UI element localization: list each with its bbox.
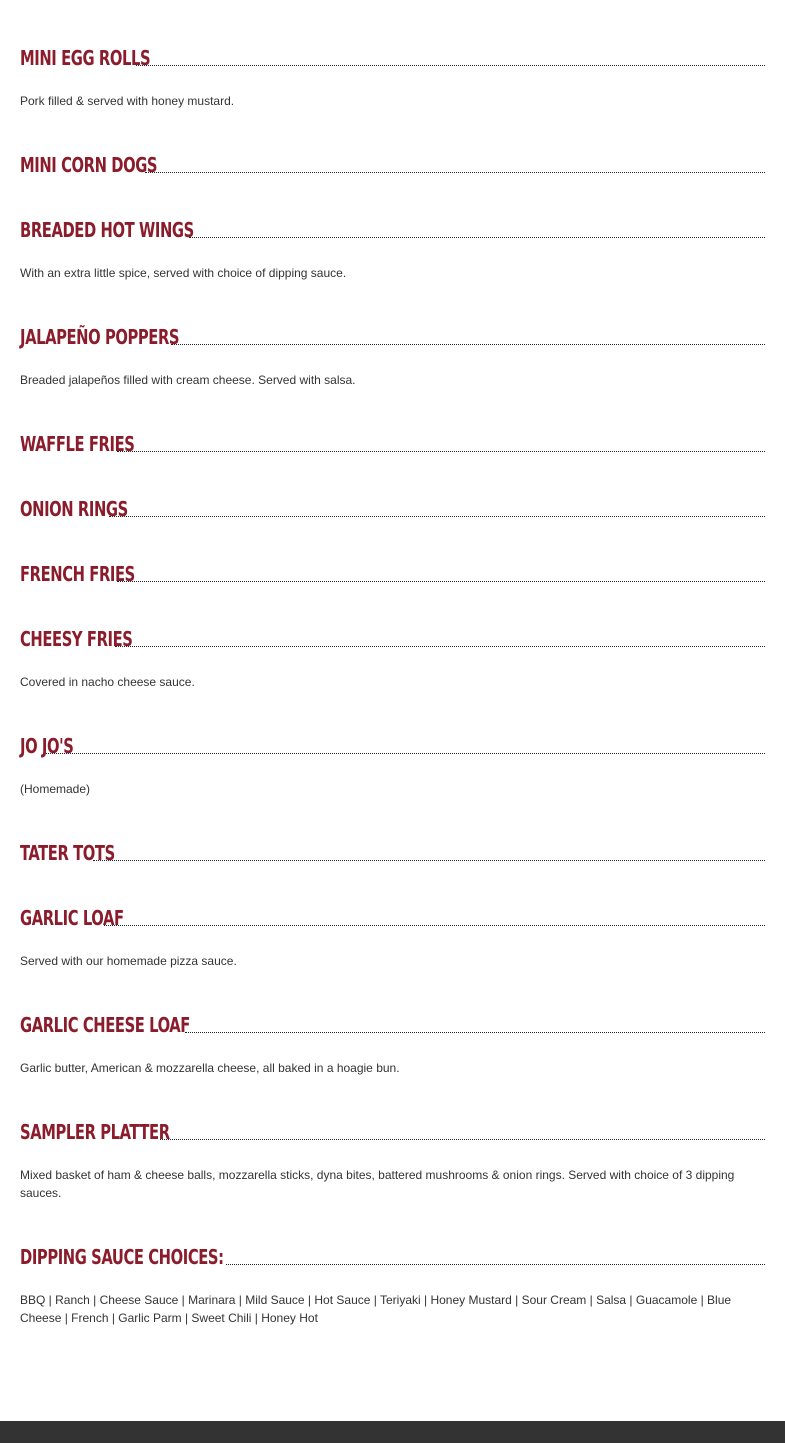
menu-item-description: Covered in nacho cheese sauce. [20,675,195,689]
menu-item-name: TATER TOTS [20,841,115,865]
menu-item-jo-jos [20,732,765,798]
menu-item-dipping-sauce-choices [20,1243,765,1327]
menu-item-header [20,904,765,930]
menu-item-jalapeno-poppers [20,323,765,389]
menu-item-description: Served with our homemade pizza sauce. [20,954,237,968]
menu-item-name: MINI EGG ROLLS [20,46,151,70]
menu-item-header [20,839,765,865]
dotted-leader [160,1139,765,1140]
menu-item-mini-egg-rolls [20,44,765,110]
dotted-leader [145,172,765,173]
menu-item-breaded-hot-wings [20,216,765,282]
menu-item-description: Mixed basket of ham & cheese balls, mozzarella sticks, dyna bites, battered mushrooms & onion rings. Served with choice of 3 dipping sauces. [20,1168,735,1200]
menu-item-header [20,44,765,70]
menu-item-tater-tots [20,839,765,865]
menu-item-description: Breaded jalapeños filled with cream cheese. Served with salsa. [20,373,356,387]
menu-item-name: JO JO'S [20,734,74,758]
menu-item-description: Pork filled & served with honey mustard. [20,94,235,108]
menu-item-header [20,495,765,521]
menu-item-header [20,1118,765,1144]
menu-item-name: CHEESY FRIES [20,627,133,651]
menu-item-name: FRENCH FRIES [20,562,135,586]
menu-item-description: (Homemade) [20,782,91,796]
menu-item-header [20,151,765,177]
menu-item-header [20,1243,765,1269]
menu-item-name: BREADED HOT WINGS [20,218,194,242]
dotted-leader [109,516,765,517]
dotted-leader [43,753,765,754]
dotted-leader [115,646,765,647]
menu-item-header [20,430,765,456]
menu-item-waffle-fries [20,430,765,456]
dotted-leader [226,1264,765,1265]
menu-item-name: WAFFLE FRIES [20,432,135,456]
menu-item-header [20,323,765,349]
menu-item-name: MINI CORN DOGS [20,153,158,177]
menu-item-name: SAMPLER PLATTER [20,1120,170,1144]
menu-item-cheesy-fries [20,625,765,691]
menu-item-header [20,732,765,758]
dotted-leader [185,1032,765,1033]
menu-item-garlic-loaf [20,904,765,970]
menu-item-mini-corn-dogs [20,151,765,177]
dotted-leader [117,581,765,582]
menu-item-garlic-cheese-loaf [20,1011,765,1077]
dotted-leader [93,860,765,861]
menu-item-name: GARLIC LOAF [20,906,124,930]
menu-item-name: GARLIC CHEESE LOAF [20,1013,190,1037]
dotted-leader [117,451,765,452]
menu-item-header [20,216,765,242]
dotted-leader [189,237,765,238]
dotted-leader [104,925,765,926]
menu-item-description: BBQ | Ranch | Cheese Sauce | Marinara | Mild Sauce | Hot Sauce | Teriyaki | Honey Mustard | Sour Cream | Salsa | Guacamole | Blue Cheese | French | Garlic Parm | Sweet Chili | Honey Hot [20,1293,732,1325]
dotted-leader [171,344,765,345]
menu-item-header [20,560,765,586]
menu-item-name: ONION RINGS [20,497,128,521]
menu-item-header [20,625,765,651]
menu-item-header [20,1011,765,1037]
menu-item-onion-rings [20,495,765,521]
menu-item-french-fries [20,560,765,586]
menu-item-name: JALAPEÑO POPPERS [20,325,180,349]
menu-item-description: With an extra little spice, served with choice of dipping sauce. [20,266,347,280]
footer-bar [0,1421,785,1443]
menu-item-description: Garlic butter, American & mozzarella cheese, all baked in a hoagie bun. [20,1061,400,1075]
menu-item-sampler-platter [20,1118,765,1202]
dotted-leader [136,65,765,66]
menu-item-name: DIPPING SAUCE CHOICES: [20,1245,224,1269]
